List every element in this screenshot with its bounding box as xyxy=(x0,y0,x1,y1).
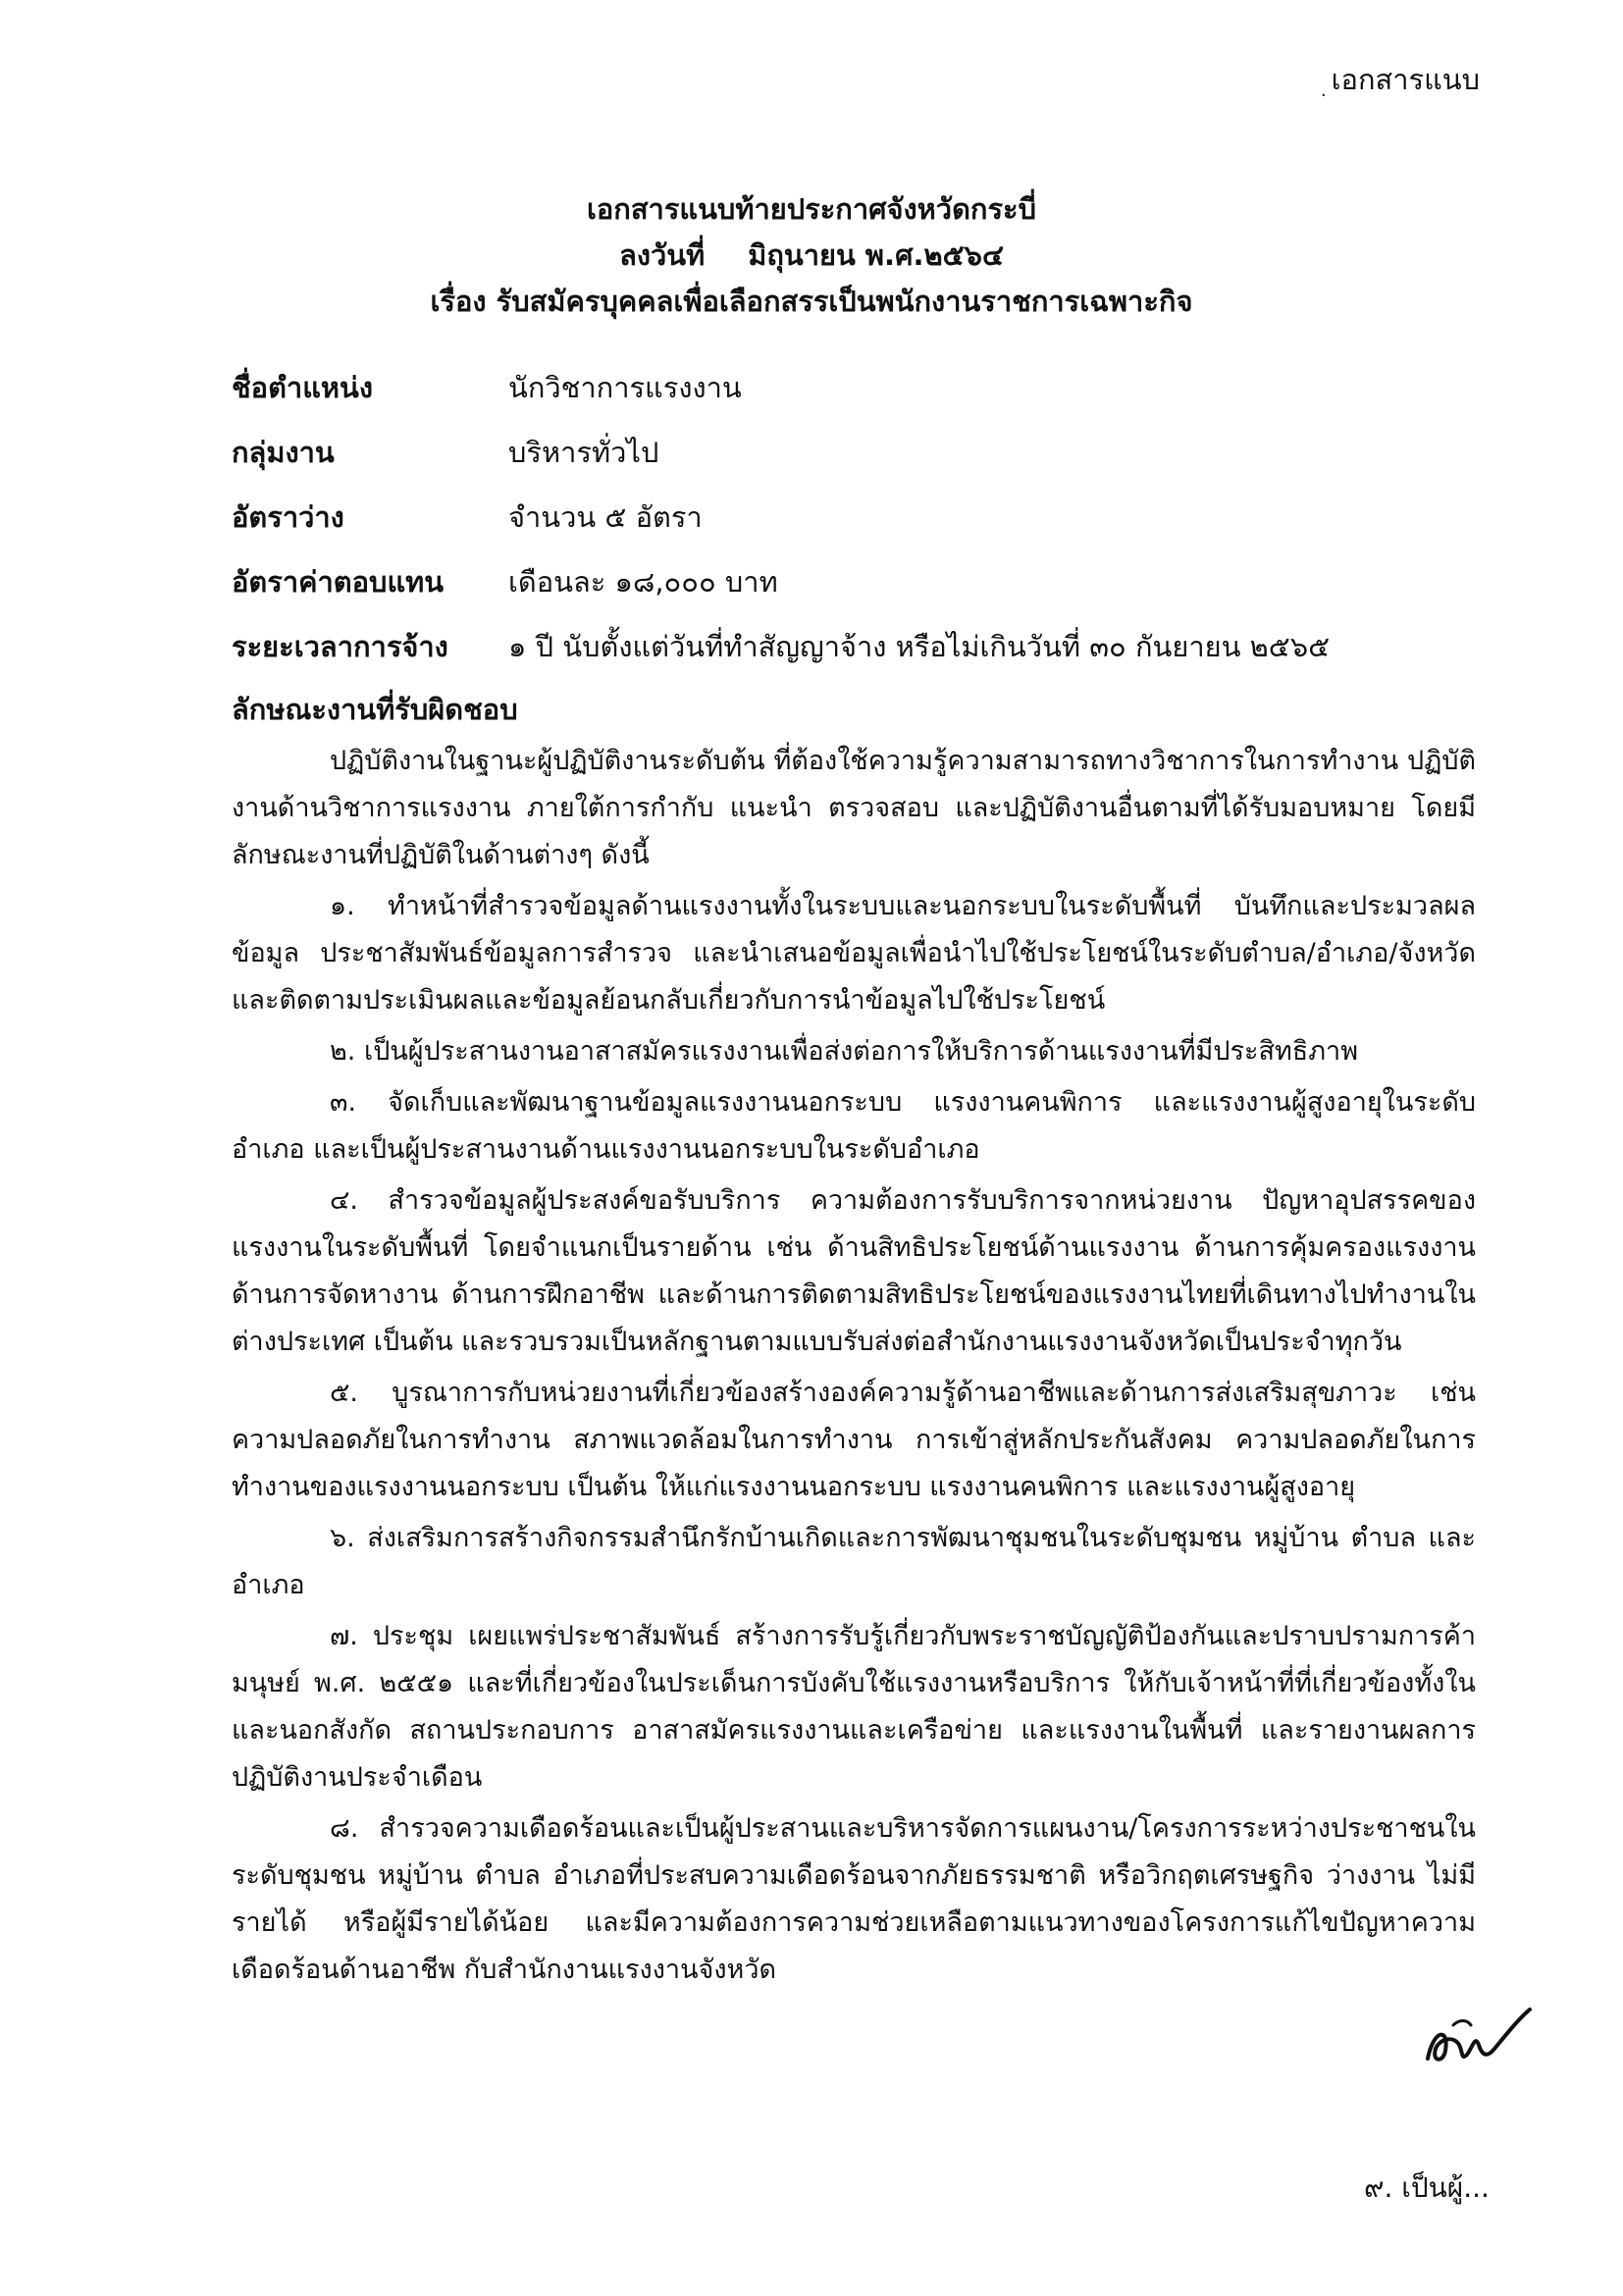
field-value: จำนวน ๕ อัตรา xyxy=(508,500,703,534)
field-label: กลุ่มงาน xyxy=(232,436,335,469)
paragraph-item-4: ๔. สำรวจข้อมูลผู้ประสงค์ขอรับบริการ ความต้องการรับบริการจากหน่วยงาน ปัญหาอุปสรรคของแรงงานในระดับพื้นที่ โดยจำแนกเป็นรายด้าน เช่น ด้านสิทธิประโยชน์ด้านแรงงาน ด้านการคุ้มครองแรงงาน ด้านการจัดหางาน ด้านการฝึกอาชีพ และด้านการติดตามสิทธิประโยชน์ของแรงงานไทยที่เดินทางไปทำงานในต่างประเทศ เป็นต้น และรวบรวมเป็นหลักฐานตามแบบรับส่งต่อสำนักงานแรงงานจังหวัดเป็นประจำทุกวัน xyxy=(232,1185,1476,1357)
position-fields xyxy=(232,355,1458,679)
field-label: ระยะเวลาการจ้าง xyxy=(232,630,448,663)
attachment-tag: เอกสารแนบ xyxy=(1331,63,1480,96)
field-row-position xyxy=(232,355,1458,420)
paragraph-item-6: ๖. ส่งเสริมการสร้างกิจกรรมสำนึกรักบ้านเกิดและการพัฒนาชุมชนในระดับชุมชน หมู่บ้าน ตำบล และอำเภอ xyxy=(232,1523,1476,1600)
field-row-salary xyxy=(232,549,1458,614)
field-label: อัตราว่าง xyxy=(232,500,344,534)
header-title: เอกสารแนบท้ายประกาศจังหวัดกระบี่ xyxy=(586,192,1037,226)
job-description-body xyxy=(232,738,1476,1998)
field-label: ชื่อตำแหน่ง xyxy=(232,371,374,404)
field-value: บริหารทั่วไป xyxy=(508,436,659,469)
continuation-marker: ๙. เป็นผู้... xyxy=(1364,2171,1490,2204)
header-date xyxy=(0,233,1623,279)
document-header xyxy=(0,186,1623,325)
paragraph-item-2: ๒. เป็นผู้ประสานงานอาสาสมัครแรงงานเพื่อส่งต่อการให้บริการด้านแรงงานที่มีประสิทธิภาพ xyxy=(330,1036,1358,1067)
paragraph-item-1: ๑. ทำหน้าที่สำรวจข้อมูลด้านแรงงานทั้งในระบบและนอกระบบในระดับพื้นที่ บันทึกและประมวลผลข้อมูล ประชาสัมพันธ์ข้อมูลการสำรวจ และนำเสนอข้อมูลเพื่อนำไปใช้ประโยชน์ในระดับตำบล/อำเภอ/จังหวัด และติดตามประเมินผลและข้อมูลย้อนกลับเกี่ยวกับการนำข้อมูลไปใช้ประโยชน์ xyxy=(232,891,1476,1016)
handwritten-initials xyxy=(1420,1990,1538,2078)
header-date-prefix: ลงวันที่ xyxy=(619,238,706,272)
paragraph-item-5: ๕. บูรณาการกับหน่วยงานที่เกี่ยวข้องสร้างองค์ความรู้ด้านอาชีพและด้านการส่งเสริมสุขภาวะ เช่น ความปลอดภัยในการทำงาน สภาพแวดล้อมในการทำงาน การเข้าสู่หลักประกันสังคม ความปลอดภัยในการทำงานของแรงงานนอกระบบ เป็นต้น ให้แก่แรงงานนอกระบบ แรงงานคนพิการ และแรงงานผู้สูงอายุ xyxy=(232,1378,1476,1502)
header-date-suffix: มิถุนายน พ.ศ.๒๕๖๔ xyxy=(748,238,1004,272)
field-row-duration xyxy=(232,614,1458,679)
paragraph-item-7: ๗. ประชุม เผยแพร่ประชาสัมพันธ์ สร้างการรับรู้เกี่ยวกับพระราชบัญญัติป้องกันและปราบปรามการค้ามนุษย์ พ.ศ. ๒๕๕๑ และที่เกี่ยวข้องในประเด็นการบังคับใช้แรงงานหรือบริการ ให้กับเจ้าหน้าที่ที่เกี่ยวข้องทั้งในและนอกสังกัด สถานประกอบการ อาสาสมัครแรงงานและเครือข่าย และแรงงานในพื้นที่ และรายงานผลการปฏิบัติงานประจำเดือน xyxy=(232,1621,1476,1793)
header-subject: เรื่อง รับสมัครบุคคลเพื่อเลือกสรรเป็นพนักงานราชการเฉพาะกิจ xyxy=(430,285,1193,318)
field-value: เดือนละ ๑๘,๐๐๐ บาท xyxy=(508,565,778,599)
paragraph-intro: ปฏิบัติงานในฐานะผู้ปฏิบัติงานระดับต้น ที่ต้องใช้ความรู้ความสามารถทางวิชาการในการทำงาน ปฏิบัติงานด้านวิชาการแรงงาน ภายใต้การกำกับ แนะนำ ตรวจสอบ และปฏิบัติงานอื่นตามที่ได้รับมอบหมาย โดยมีลักษณะงานที่ปฏิบัติในด้านต่างๆ ดังนี้ xyxy=(232,746,1476,870)
section-heading: ลักษณะงานที่รับผิดชอบ xyxy=(232,693,518,726)
field-row-vacancy xyxy=(232,485,1458,549)
paragraph-item-3: ๓. จัดเก็บและพัฒนาฐานข้อมูลแรงงานนอกระบบ แรงงานคนพิการ และแรงงานผู้สูงอายุในระดับอำเภอ และเป็นผู้ประสานงานด้านแรงงานนอกระบบในระดับอำเภอ xyxy=(232,1087,1476,1165)
field-value: ๑ ปี นับตั้งแต่วันที่ทำสัญญาจ้าง หรือไม่เกินวันที่ ๓๐ กันยายน ๒๕๖๕ xyxy=(508,630,1331,663)
field-label: อัตราค่าตอบแทน xyxy=(232,565,445,599)
field-row-group xyxy=(232,420,1458,485)
field-value: นักวิชาการแรงงาน xyxy=(508,371,742,404)
stray-mark: . xyxy=(1321,80,1327,101)
paragraph-item-8: ๘. สำรวจความเดือดร้อนและเป็นผู้ประสานและบริหารจัดการแผนงาน/โครงการระหว่างประชาชนในระดับชุมชน หมู่บ้าน ตำบล อำเภอที่ประสบความเดือดร้อนจากภัยธรรมชาติ หรือวิกฤตเศรษฐกิจ ว่างงาน ไม่มีรายได้ หรือผู้มีรายได้น้อย และมีความต้องการความช่วยเหลือตามแนวทางของโครงการแก้ไขปัญหาความเดือดร้อนด้านอาชีพ กับสำนักงานแรงงานจังหวัด xyxy=(232,1813,1476,1985)
